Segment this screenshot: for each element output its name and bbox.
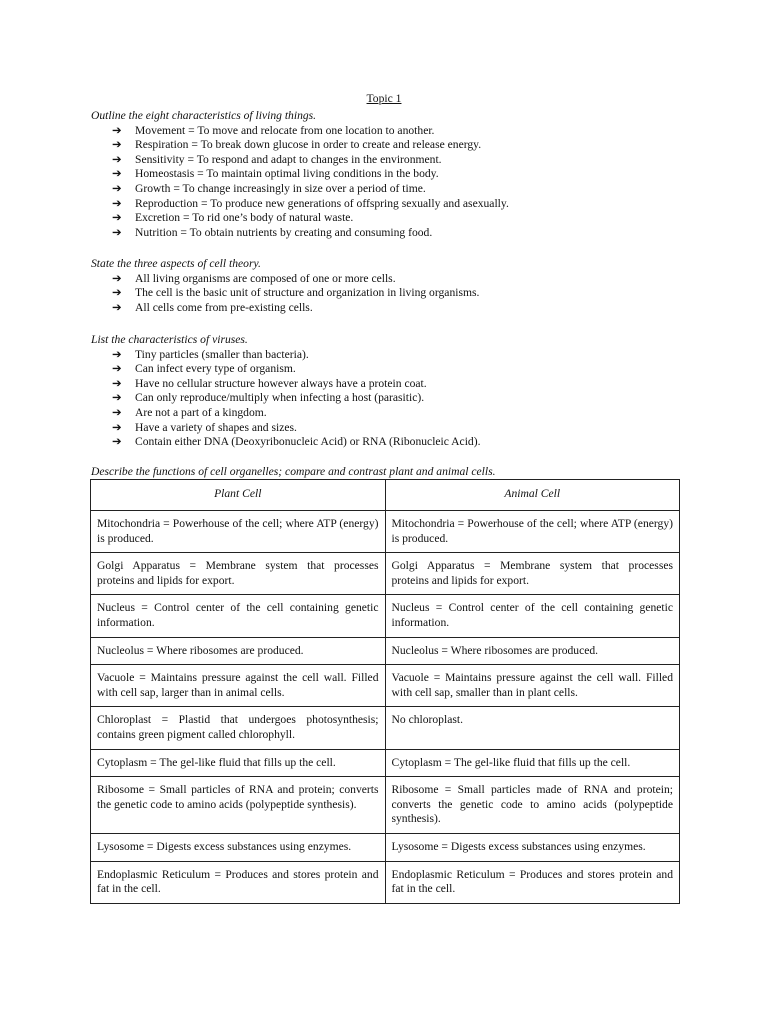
list-item	[91, 272, 691, 287]
table-row	[91, 637, 680, 665]
animal-cell-entry: No chloroplast.	[385, 707, 680, 749]
list-item-text: Can only reproduce/multiply when infecting a host (parasitic).	[135, 391, 425, 405]
list-item	[91, 138, 691, 153]
list-item	[91, 362, 691, 377]
arrow-bullet-icon: ➔	[112, 286, 122, 300]
plant-cell-entry: Vacuole = Maintains pressure against the cell wall. Filled with cell sap, larger than in animal cells.	[91, 665, 386, 707]
section-viruses	[91, 333, 691, 450]
animal-cell-entry: Endoplasmic Reticulum = Produces and stores protein and fat in the cell.	[385, 861, 680, 903]
list-item-text: All cells come from pre-existing cells.	[135, 300, 313, 314]
list-item	[91, 301, 691, 316]
list-item-text: Contain either DNA (Deoxyribonucleic Acid) or RNA (Ribonucleic Acid).	[135, 435, 481, 449]
plant-cell-entry: Lysosome = Digests excess substances using enzymes.	[91, 833, 386, 861]
animal-cell-entry: Ribosome = Small particles made of RNA and protein; converts the genetic code to amino acids (polypeptide synthesis).	[385, 777, 680, 834]
animal-cell-entry: Golgi Apparatus = Membrane system that processes proteins and lipids for export.	[385, 553, 680, 595]
list-item	[91, 377, 691, 392]
animal-cell-entry: Mitochondria = Powerhouse of the cell; where ATP (energy) is produced.	[385, 511, 680, 553]
arrow-bullet-icon: ➔	[112, 347, 122, 361]
list-item	[91, 211, 691, 226]
list-item	[91, 197, 691, 212]
arrow-bullet-icon: ➔	[112, 376, 122, 390]
arrow-bullet-icon: ➔	[112, 405, 122, 419]
animal-cell-entry: Nucleolus = Where ribosomes are produced.	[385, 637, 680, 665]
section-characteristics	[91, 109, 691, 240]
section-heading: Describe the functions of cell organelles; compare and contrast plant and animal cells.	[91, 465, 496, 478]
list-item	[91, 391, 691, 406]
list-item-text: Can infect every type of organism.	[135, 362, 296, 376]
table-row	[91, 553, 680, 595]
arrow-bullet-icon: ➔	[112, 391, 122, 405]
animal-cell-entry: Lysosome = Digests excess substances using enzymes.	[385, 833, 680, 861]
table-row	[91, 861, 680, 903]
table-row	[91, 511, 680, 553]
list-item	[91, 182, 691, 197]
arrow-bullet-icon: ➔	[112, 300, 122, 314]
table-row	[91, 833, 680, 861]
list-item-text: The cell is the basic unit of structure and organization in living organisms.	[135, 286, 480, 300]
arrow-bullet-icon: ➔	[112, 420, 122, 434]
list-item	[91, 124, 691, 139]
arrow-bullet-icon: ➔	[112, 123, 122, 137]
list-item-text: Homeostasis = To maintain optimal living conditions in the body.	[135, 167, 439, 181]
arrow-bullet-icon: ➔	[112, 362, 122, 376]
bullet-list	[91, 348, 691, 450]
plant-cell-entry: Cytoplasm = The gel-like fluid that fills up the cell.	[91, 749, 386, 777]
list-item-text: Have no cellular structure however always have a protein coat.	[135, 376, 427, 390]
section-heading: Outline the eight characteristics of living things.	[91, 109, 317, 122]
list-item	[91, 435, 691, 450]
animal-cell-entry: Nucleus = Control center of the cell containing genetic information.	[385, 595, 680, 637]
list-item-text: All living organisms are composed of one or more cells.	[135, 271, 396, 285]
section-organelles	[91, 465, 691, 480]
section-heading: List the characteristics of viruses.	[91, 333, 248, 346]
plant-cell-entry: Nucleus = Control center of the cell containing genetic information.	[91, 595, 386, 637]
plant-cell-entry: Golgi Apparatus = Membrane system that processes proteins and lipids for export.	[91, 553, 386, 595]
list-item-text: Reproduction = To produce new generations of offspring sexually and asexually.	[135, 196, 509, 210]
arrow-bullet-icon: ➔	[112, 211, 122, 225]
section-cell-theory	[91, 257, 691, 315]
plant-cell-entry: Nucleolus = Where ribosomes are produced.	[91, 637, 386, 665]
table-header-row	[91, 480, 680, 511]
table-row	[91, 595, 680, 637]
list-item	[91, 348, 691, 363]
table-row	[91, 665, 680, 707]
list-item	[91, 421, 691, 436]
plant-cell-entry: Ribosome = Small particles of RNA and protein; converts the genetic code to amino acids (polypeptide synthesis).	[91, 777, 386, 834]
list-item-text: Growth = To change increasingly in size over a period of time.	[135, 181, 426, 195]
plant-cell-entry: Chloroplast = Plastid that undergoes photosynthesis; contains green pigment called chlorophyll.	[91, 707, 386, 749]
table-row	[91, 777, 680, 834]
column-header-animal: Animal Cell	[385, 480, 680, 511]
animal-cell-entry: Cytoplasm = The gel-like fluid that fills up the cell.	[385, 749, 680, 777]
arrow-bullet-icon: ➔	[112, 181, 122, 195]
arrow-bullet-icon: ➔	[112, 152, 122, 166]
plant-cell-entry: Mitochondria = Powerhouse of the cell; where ATP (energy) is produced.	[91, 511, 386, 553]
list-item-text: Tiny particles (smaller than bacteria).	[135, 347, 309, 361]
list-item	[91, 226, 691, 241]
table-body	[91, 511, 680, 904]
arrow-bullet-icon: ➔	[112, 271, 122, 285]
list-item-text: Respiration = To break down glucose in order to create and release energy.	[135, 138, 482, 152]
section-heading: State the three aspects of cell theory.	[91, 257, 261, 270]
arrow-bullet-icon: ➔	[112, 196, 122, 210]
page-title: Topic 1	[366, 92, 402, 105]
list-item-text: Sensitivity = To respond and adapt to changes in the environment.	[135, 152, 442, 166]
bullet-list	[91, 272, 691, 316]
list-item-text: Excretion = To rid one’s body of natural waste.	[135, 211, 354, 225]
animal-cell-entry: Vacuole = Maintains pressure against the cell wall. Filled with cell sap, smaller than in plant cells.	[385, 665, 680, 707]
list-item	[91, 286, 691, 301]
arrow-bullet-icon: ➔	[112, 167, 122, 181]
column-header-plant: Plant Cell	[91, 480, 386, 511]
arrow-bullet-icon: ➔	[112, 138, 122, 152]
table-row	[91, 707, 680, 749]
arrow-bullet-icon: ➔	[112, 225, 122, 239]
table-row	[91, 749, 680, 777]
list-item-text: Movement = To move and relocate from one location to another.	[135, 123, 435, 137]
organelle-comparison-table	[90, 479, 680, 904]
arrow-bullet-icon: ➔	[112, 435, 122, 449]
list-item	[91, 167, 691, 182]
list-item	[91, 153, 691, 168]
list-item-text: Have a variety of shapes and sizes.	[135, 420, 297, 434]
bullet-list	[91, 124, 691, 241]
plant-cell-entry: Endoplasmic Reticulum = Produces and stores protein and fat in the cell.	[91, 861, 386, 903]
list-item-text: Nutrition = To obtain nutrients by creating and consuming food.	[135, 225, 433, 239]
list-item	[91, 406, 691, 421]
list-item-text: Are not a part of a kingdom.	[135, 405, 267, 419]
